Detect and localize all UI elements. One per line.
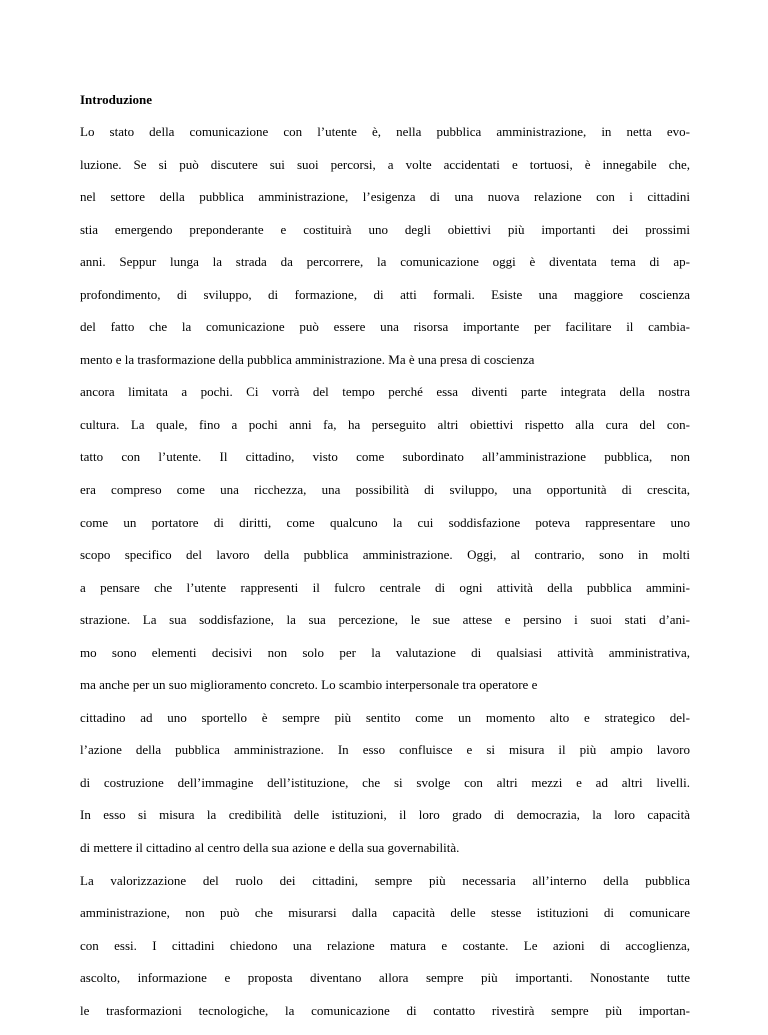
text-line: amministrazione, non può che misurarsi dalla capacità delle stesse istituzioni di comunicare <box>80 905 690 921</box>
text-line: come un portatore di diritti, come qualcuno la cui soddisfazione poteva rappresentare uno <box>80 514 690 530</box>
text-line: mo sono elementi decisivi non solo per la valutazione di qualsiasi attività amministrativa, <box>80 644 690 660</box>
text-line: scopo specifico del lavoro della pubblica amministrazione. Oggi, al contrario, sono in molti <box>80 547 690 563</box>
text-line: ascolto, informazione e proposta diventano allora sempre più importanti. Nonostante tutte <box>80 970 690 986</box>
text-line: Lo stato della comunicazione con l’utente è, nella pubblica amministrazione, in netta evo- <box>80 124 690 139</box>
text-line: con essi. I cittadini chiedono una relazione matura e costante. Le azioni di accoglienza, <box>80 937 690 953</box>
text-line: di mettere il cittadino al centro della sua azione e della sua governabilità. <box>80 840 460 856</box>
text-line: profondimento, di sviluppo, di formazione, di atti formali. Esiste una maggiore coscienza <box>80 286 690 302</box>
text-line: del fatto che la comunicazione può essere una risorsa importante per facilitare il cambia- <box>80 319 690 335</box>
text-line: a pensare che l’utente rappresenti il fulcro centrale di ogni attività della pubblica ammini- <box>80 579 690 595</box>
text-line: tatto con l’utente. Il cittadino, visto come subordinato all’amministrazione pubblica, non <box>80 449 690 465</box>
text-line: strazione. La sua soddisfazione, la sua percezione, le sue attese e persino i suoi stati d’ani- <box>80 612 690 628</box>
text-line: In esso si misura la credibilità delle istituzioni, il loro grado di democrazia, la loro capacità <box>80 807 690 823</box>
section-heading: Introduzione <box>80 92 152 107</box>
text-line: ancora limitata a pochi. Ci vorrà del tempo perché essa diventi parte integrata della nostra <box>80 384 690 400</box>
text-line: ma anche per un suo miglioramento concreto. Lo scambio interpersonale tra operatore e <box>80 677 538 693</box>
text-line: l’azione della pubblica amministrazione. In esso confluisce e si misura il più ampio lavoro <box>80 742 690 758</box>
body-text <box>80 124 690 1035</box>
text-line: stia emergendo preponderante e costituirà uno degli obiettivi più importanti dei prossimi <box>80 221 690 237</box>
text-line: le trasformazioni tecnologiche, la comunicazione di contatto rivestirà sempre più importan- <box>80 1002 690 1018</box>
text-line: La valorizzazione del ruolo dei cittadini, sempre più necessaria all’interno della pubblica <box>80 872 690 888</box>
text-line: cittadino ad uno sportello è sempre più sentito come un momento alto e strategico del- <box>80 709 690 725</box>
text-line: cultura. La quale, fino a pochi anni fa, ha perseguito altri obiettivi rispetto alla cura del con- <box>80 416 690 432</box>
text-line: nel settore della pubblica amministrazione, l’esigenza di una nuova relazione con i cittadini <box>80 189 690 205</box>
text-line: era compreso come una ricchezza, una possibilità di sviluppo, una opportunità di crescita, <box>80 482 690 498</box>
text-line: mento e la trasformazione della pubblica amministrazione. Ma è una presa di coscienza <box>80 351 535 367</box>
text-line: di costruzione dell’immagine dell’istituzione, che si svolge con altri mezzi e ad altri livelli. <box>80 774 690 790</box>
text-line: luzione. Se si può discutere sui suoi percorsi, a volte accidentati e tortuosi, è innegabile che, <box>80 156 690 172</box>
text-line: anni. Seppur lunga la strada da percorrere, la comunicazione oggi è diventata tema di ap- <box>80 254 690 270</box>
